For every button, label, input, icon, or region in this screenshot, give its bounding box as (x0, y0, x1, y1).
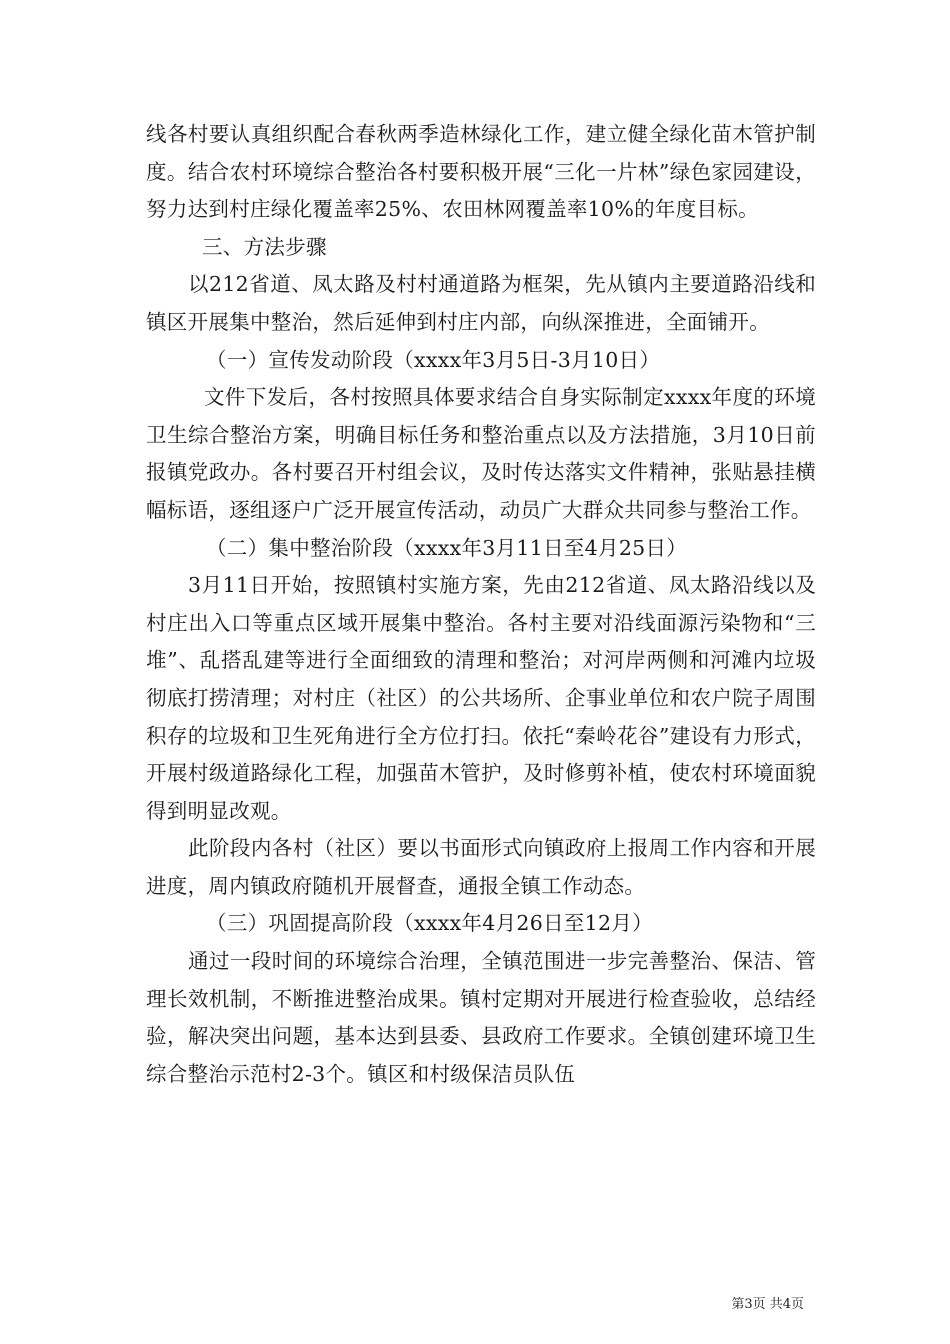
subheading-consolidation-stage: （三）巩固提高阶段（xxxx年4月26日至12月） (206, 911, 653, 936)
subheading-concentrated-stage: （二）集中整治阶段（xxxx年3月11日至4月25日） (206, 535, 688, 560)
paragraph-greening-continuation: 线各村要认真组织配合春秋两季造林绿化工作，建立健全绿化苗木管护制度。结合农村环境综合整治各村要积极开展“三化一片林”绿色家园建设，努力达到村庄绿化覆盖率25%、农田林网覆盖率10%的年度目标。 (146, 122, 816, 222)
subheading-publicity-stage: （一）宣传发动阶段（xxxx年3月5日-3月10日） (206, 347, 661, 372)
paragraph-consolidation-stage: 通过一段时间的环境综合治理，全镇范围进一步完善整治、保洁、管理长效机制，不断推进整治成果。镇村定期对开展进行检查验收，总结经验，解决突出问题，基本达到县委、县政府工作要求。全镇创建环境卫生综合整治示范村2-3个。镇区和村级保洁员队伍 (146, 949, 816, 1086)
paragraph-methods-intro: 以212省道、凤太路及村村通道路为框架，先从镇内主要道路沿线和镇区开展集中整治，然后延伸到村庄内部，向纵深推进，全面铺开。 (146, 272, 816, 334)
paragraph-concentrated-stage: 3月11日开始，按照镇村实施方案，先由212省道、凤太路沿线以及村庄出入口等重点区域开展集中整治。各村主要对沿线面源污染物和“三堆”、乱搭乱建等进行全面细致的清理和整治；对河岸两侧和河滩内垃圾彻底打捞清理；对村庄（社区）的公共场所、企事业单位和农户院子周围积存的垃圾和卫生死角进行全方位打扫。依托“秦岭花谷”建设有力形式，开展村级道路绿化工程，加强苗木管护，及时修剪补植，使农村环境面貌得到明显改观。 (146, 573, 816, 823)
document-body (146, 116, 816, 1093)
paragraph-weekly-reporting: 此阶段内各村（社区）要以书面形式向镇政府上报周工作内容和开展进度，周内镇政府随机开展督查，通报全镇工作动态。 (146, 836, 816, 898)
paragraph-publicity-stage: 文件下发后，各村按照具体要求结合自身实际制定xxxx年度的环境卫生综合整治方案，明确目标任务和整治重点以及方法措施，3月10日前报镇党政办。各村要召开村组会议，及时传达落实文件精神，张贴悬挂横幅标语，逐组逐户广泛开展宣传活动，动员广大群众共同参与整治工作。 (146, 385, 816, 522)
section-heading-methods-steps: 三、方法步骤 (202, 234, 327, 259)
page-number-footer: 第3页 共4页 (731, 1297, 804, 1312)
